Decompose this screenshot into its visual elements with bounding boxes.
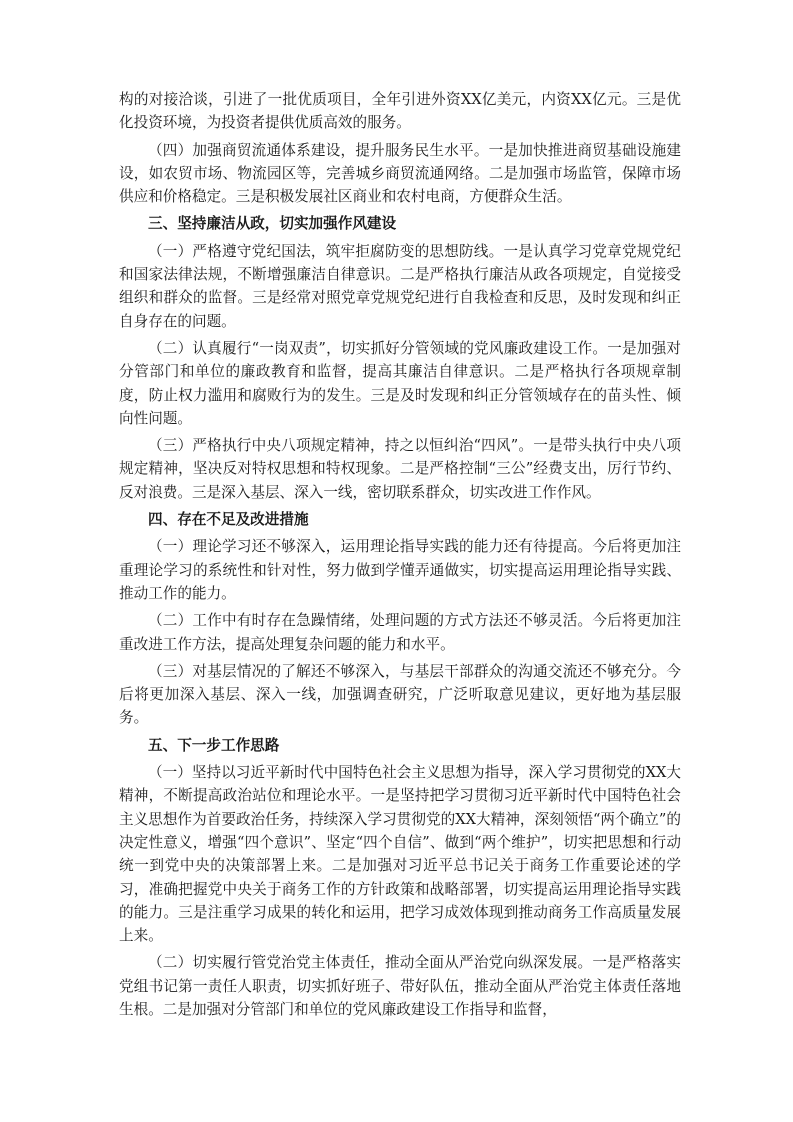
paragraph-2: （四）加强商贸流通体系建设，提升服务民生水平。一是加快推进商贸基础设施建设，如农贸市场、物流园区等，完善城乡商贸流通网络。二是加强市场监管，保障市场供应和价格稳定。三是积极发展社区商业和农村电商，方便群众生活。 [119,141,681,206]
paragraph-1: 构的对接洽谈，引进了一批优质项目，全年引进外资XX亿美元，内资XX亿元。三是优化投资环境，为投资者提供优质高效的服务。 [119,91,681,132]
paragraph-4: （一）严格遵守党纪国法，筑牢拒腐防变的思想防线。一是认真学习党章党规党纪和国家法律法规，不断增强廉洁自律意识。二是严格执行廉洁从政各项规定，自觉接受组织和群众的监督。三是经常对照党章党规党纪进行自我检查和反思，及时发现和纠正自身存在的问题。 [119,242,681,330]
paragraph-13: （二）切实履行管党治党主体责任，推动全面从严治党向纵深发展。一是严格落实党组书记第一责任人职责，切实抓好班子、带好队伍，推动全面从严治党主体责任落地生根。二是加强对分管部门和单位的党风廉政建设工作指导和监督， [119,954,681,1018]
document-page [119,88,681,1025]
paragraph-10: （三）对基层情况的了解还不够深入，与基层干部群众的沟通交流还不够充分。今后将更加深入基层、深入一线，加强调查研究，广泛听取意见建议，更好地为基层服务。 [119,662,681,727]
paragraph-8: （一）理论学习还不够深入，运用理论指导实践的能力还有待提高。今后将更加注重理论学习的系统性和针对性，努力做到学懂弄通做实，切实提高运用理论指导实践、推动工作的能力。 [119,538,681,602]
paragraph-5: （二）认真履行“一岗双责”，切实抓好分管领域的党风廉政建设工作。一是加强对分管部门和单位的廉政教育和监督，提高其廉洁自律意识。二是严格执行各项规章制度，防止权力滥用和腐败行为的发生。三是及时发现和纠正分管领域存在的苗头性、倾向性问题。 [119,339,681,427]
section-heading-5: 五、下一步工作思路 [148,736,280,754]
paragraph-6: （三）严格执行中央八项规定精神，持之以恒纠治“四风”。一是带头执行中央八项规定精神，坚决反对特权思想和特权现象。二是严格控制“三公”经费支出，厉行节约、反对浪费。三是深入基层、深入一线，密切联系群众，切实改进工作作风。 [119,437,681,501]
paragraph-9: （二）工作中有时存在急躁情绪，处理问题的方式方法还不够灵活。今后将更加注重改进工作方法，提高处理复杂问题的能力和水平。 [119,612,681,653]
section-heading-3: 三、坚持廉洁从政，切实加强作风建设 [148,215,397,233]
section-heading-4: 四、存在不足及改进措施 [148,511,309,529]
paragraph-12: （一）坚持以习近平新时代中国特色社会主义思想为指导，深入学习贯彻党的XX大精神，不断提高政治站位和理论水平。一是坚持把学习贯彻习近平新时代中国特色社会主义思想作为首要政治任务，持续深入学习贯彻党的XX大精神，深刻领悟“两个确立”的决定性意义，增强“四个意识”、坚定“四个自信”、做到“两个维护”，切实把思想和行动统一到党中央的决策部署上来。二是加强对习近平总书记关于商务工作重要论述的学习，准确把握党中央关于商务工作的方针政策和战略部署，切实提高运用理论指导实践的能力。三是注重学习成果的转化和运用，把学习成效体现到推动商务工作高质量发展上来。 [119,764,681,945]
